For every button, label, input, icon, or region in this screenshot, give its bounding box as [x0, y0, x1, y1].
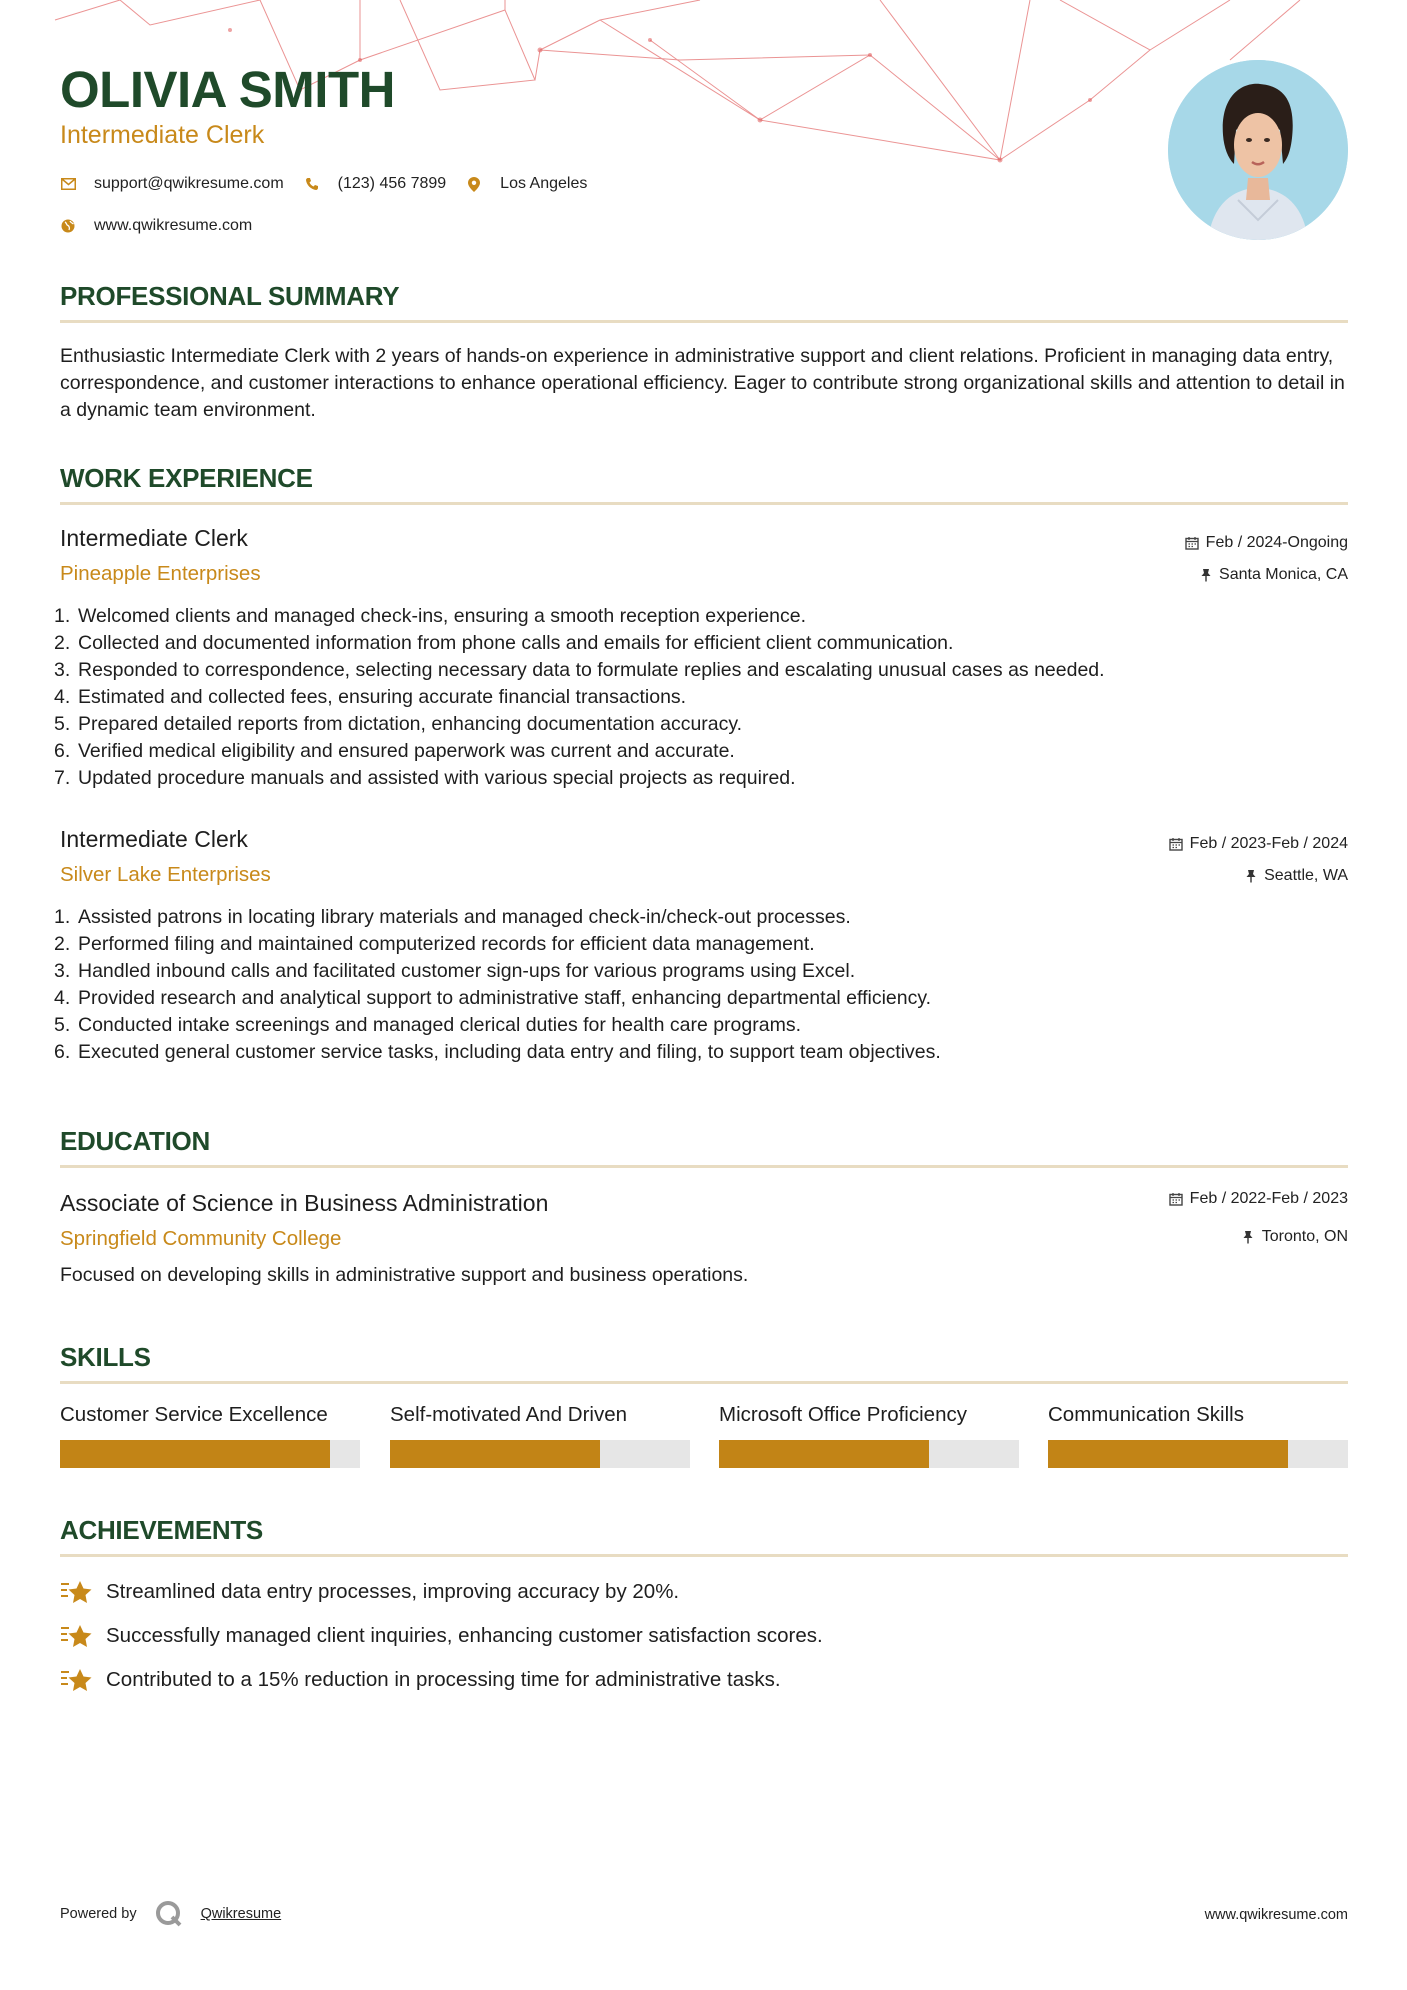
job-company: Pineapple Enterprises [60, 562, 261, 585]
list-item: 2. Collected and documented information from phone calls and emails for efficient client communication. [54, 632, 954, 654]
education-location-text: Toronto, ON [1261, 1228, 1348, 1245]
job-location-text: Seattle, WA [1264, 867, 1348, 884]
list-item: 5. Conducted intake screenings and managed clerical duties for health care programs. [54, 1014, 801, 1036]
experience-heading: WORK EXPERIENCE [60, 463, 313, 493]
job-dates [1169, 834, 1348, 854]
achievement-item [60, 1666, 781, 1694]
summary-text: Enthusiastic Intermediate Clerk with 2 years of hands-on experience in administrative support and client relations. Proficient in managing data entry, correspondence, and customer interactions to enhance operational efficiency. Eager to contribute strong organizational skills and attention to detail in a dynamic team environment. [60, 345, 1345, 421]
calendar-icon [1169, 1192, 1184, 1207]
achievement-text: Successfully managed client inquiries, enhancing customer satisfaction scores. [106, 1624, 823, 1647]
list-item: 2. Performed filing and maintained computerized records for efficient data management. [54, 933, 815, 955]
candidate-name: OLIVIA SMITH [60, 61, 395, 118]
email-text: support@qwikresume.com [94, 175, 284, 192]
summary-heading: PROFESSIONAL SUMMARY [60, 281, 400, 311]
job-location [1243, 866, 1348, 886]
list-item: 4. Provided research and analytical support to administrative staff, enhancing departmental efficiency. [54, 987, 932, 1009]
job-location-text: Santa Monica, CA [1219, 566, 1348, 583]
list-item: 1. Welcomed clients and managed check-ins, ensuring a smooth reception experience. [54, 605, 807, 627]
contact-website[interactable] [60, 216, 252, 236]
skill-item [60, 1402, 360, 1468]
job-title: Intermediate Clerk [60, 826, 248, 852]
achievement-item [60, 1622, 823, 1650]
job-responsibilities [54, 603, 1105, 792]
list-item: 4. Estimated and collected fees, ensuring accurate financial transactions. [54, 686, 687, 708]
powered-by-label: Powered by [60, 1906, 137, 1922]
qwikresume-link[interactable]: Qwikresume [200, 1906, 282, 1922]
location-text: Los Angeles [500, 175, 588, 192]
pushpin-icon [1243, 869, 1258, 884]
skill-name: Self-motivated And Driven [390, 1403, 628, 1426]
section-divider [60, 1165, 1348, 1168]
globe-icon [60, 218, 76, 234]
list-item: 6. Executed general customer service tasks, including data entry and filing, to support team objectives. [54, 1041, 941, 1063]
skill-bar-fill [1048, 1440, 1288, 1468]
footer-website[interactable]: www.qwikresume.com [1204, 1907, 1348, 1923]
calendar-icon [1185, 536, 1200, 551]
candidate-title: Intermediate Clerk [60, 121, 265, 149]
skill-name: Microsoft Office Proficiency [719, 1403, 967, 1426]
calendar-icon [1169, 837, 1184, 852]
education-dates-text: Feb / 2022-Feb / 2023 [1189, 1190, 1348, 1207]
list-item: 7. Updated procedure manuals and assisted with various special projects as required. [54, 767, 796, 789]
skill-name: Customer Service Excellence [60, 1403, 328, 1426]
skill-item [719, 1402, 1019, 1468]
skill-item [1048, 1402, 1348, 1468]
contact-phone[interactable] [304, 174, 447, 194]
education-degree: Associate of Science in Business Administration [60, 1190, 549, 1216]
job-dates-text: Feb / 2024-Ongoing [1205, 534, 1348, 551]
skill-bar-track [1048, 1440, 1348, 1468]
job-dates [1185, 533, 1348, 553]
achievement-text: Streamlined data entry processes, improving accuracy by 20%. [106, 1580, 680, 1603]
list-item: 5. Prepared detailed reports from dictation, enhancing documentation accuracy. [54, 713, 743, 735]
education-dates [1169, 1189, 1348, 1209]
envelope-icon [60, 176, 76, 192]
skill-bar-fill [390, 1440, 600, 1468]
skill-bar-track [60, 1440, 360, 1468]
skill-name: Communication Skills [1048, 1403, 1244, 1426]
education-heading: EDUCATION [60, 1126, 210, 1156]
skills-heading: SKILLS [60, 1342, 151, 1372]
achievements-heading: ACHIEVEMENTS [60, 1515, 263, 1545]
achievement-text: Contributed to a 15% reduction in processing time for administrative tasks. [106, 1668, 781, 1691]
star-achievement-icon [60, 1666, 94, 1694]
section-divider [60, 502, 1348, 505]
footer-powered-by [60, 1900, 281, 1928]
skill-item [390, 1402, 690, 1468]
phone-text: (123) 456 7899 [337, 175, 447, 192]
phone-icon [304, 176, 320, 192]
pushpin-icon [1241, 1230, 1256, 1245]
job-location [1198, 565, 1348, 585]
skill-bar-fill [60, 1440, 330, 1468]
job-responsibilities [54, 904, 941, 1066]
job-company: Silver Lake Enterprises [60, 863, 271, 886]
pushpin-icon [1198, 568, 1213, 583]
section-divider [60, 320, 1348, 323]
profile-photo [1168, 60, 1348, 240]
education-school: Springfield Community College [60, 1227, 342, 1250]
list-item: 3. Responded to correspondence, selecting necessary data to formulate replies and escalating unusual cases as needed. [54, 659, 1105, 681]
education-description: Focused on developing skills in administrative support and business operations. [60, 1264, 749, 1286]
skill-bar-track [390, 1440, 690, 1468]
list-item: 3. Handled inbound calls and facilitated customer sign-ups for various programs using Excel. [54, 960, 856, 982]
section-divider [60, 1554, 1348, 1557]
star-achievement-icon [60, 1578, 94, 1606]
map-pin-icon [466, 176, 482, 192]
list-item: 6. Verified medical eligibility and ensured paperwork was current and accurate. [54, 740, 735, 762]
education-location [1241, 1227, 1348, 1247]
website-text: www.qwikresume.com [94, 217, 253, 234]
contact-location [466, 174, 587, 194]
section-divider [60, 1381, 1348, 1384]
job-dates-text: Feb / 2023-Feb / 2024 [1189, 835, 1348, 852]
contact-row-website [60, 216, 272, 236]
achievement-item [60, 1578, 679, 1606]
star-achievement-icon [60, 1622, 94, 1650]
skill-bar-fill [719, 1440, 929, 1468]
qwikresume-logo-icon [155, 1900, 183, 1928]
skill-bar-track [719, 1440, 1019, 1468]
contact-row [60, 174, 607, 194]
contact-email[interactable] [60, 174, 284, 194]
list-item: 1. Assisted patrons in locating library materials and managed check-in/check-out processes. [54, 906, 851, 928]
job-title: Intermediate Clerk [60, 525, 248, 551]
